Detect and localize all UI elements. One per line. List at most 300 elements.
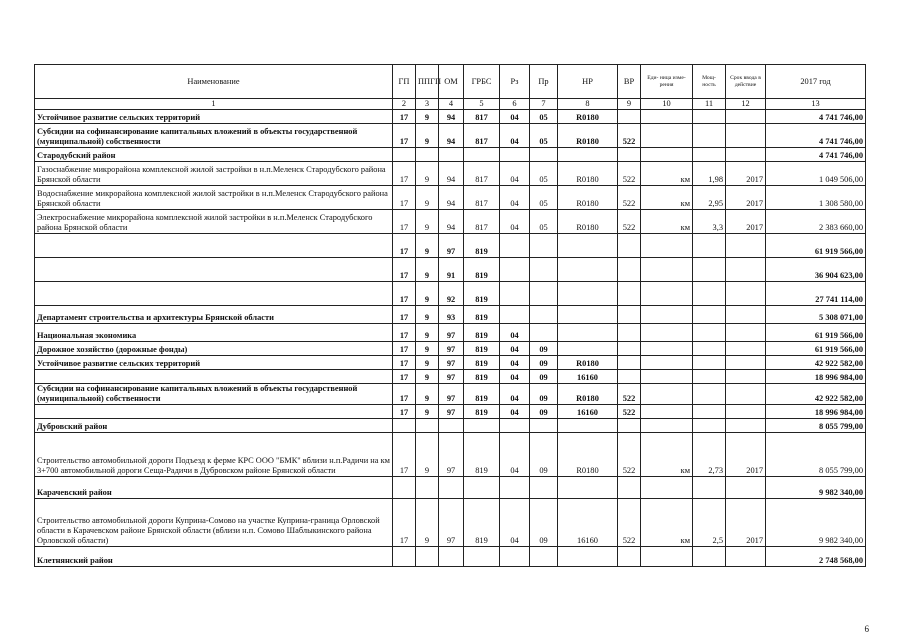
cell-gp: 17	[393, 162, 416, 186]
cell-nr: R0180	[558, 433, 618, 477]
cell-gp: 17	[393, 306, 416, 324]
cell-vr: 522	[618, 210, 641, 234]
cell-name: Строительство автомобильной дороги Подъезд к ферме КРС ООО "БМК" вблизи н.п.Радичи на км 3+700 автомобильной дороги Сеща-Радичи в Дубровском районе Брянской области	[35, 433, 393, 477]
cell-name: Устойчивое развитие сельских территорий	[35, 110, 393, 124]
cell-power	[693, 477, 726, 499]
cell-nr	[558, 342, 618, 356]
table-row	[35, 356, 866, 370]
header-ppgp: ППГП	[416, 65, 439, 99]
header-name: Наименование	[35, 65, 393, 99]
cell-pr: 09	[530, 384, 558, 405]
header-power: Мощ- ность	[693, 65, 726, 99]
column-number: 3	[416, 99, 439, 110]
cell-gp: 17	[393, 433, 416, 477]
cell-vr	[618, 419, 641, 433]
cell-unit	[641, 148, 693, 162]
cell-vr: 522	[618, 384, 641, 405]
cell-rz: 04	[500, 124, 530, 148]
cell-ppgp: 9	[416, 356, 439, 370]
cell-pr: 09	[530, 433, 558, 477]
cell-ppgp	[416, 547, 439, 567]
cell-unit: км	[641, 210, 693, 234]
cell-pr	[530, 306, 558, 324]
cell-unit	[641, 110, 693, 124]
cell-grbs: 819	[464, 258, 500, 282]
cell-unit	[641, 384, 693, 405]
column-number: 5	[464, 99, 500, 110]
cell-name: Устойчивое развитие сельских территорий	[35, 356, 393, 370]
cell-pr	[530, 282, 558, 306]
cell-om: 97	[439, 370, 464, 384]
table-row	[35, 148, 866, 162]
cell-pr: 09	[530, 405, 558, 419]
cell-grbs	[464, 148, 500, 162]
cell-unit	[641, 405, 693, 419]
cell-ppgp: 9	[416, 324, 439, 342]
column-number: 10	[641, 99, 693, 110]
cell-gp: 17	[393, 342, 416, 356]
cell-gp: 17	[393, 384, 416, 405]
cell-rz	[500, 282, 530, 306]
cell-unit: км	[641, 162, 693, 186]
cell-amount: 27 741 114,00	[766, 282, 866, 306]
cell-gp	[393, 419, 416, 433]
cell-grbs: 817	[464, 210, 500, 234]
cell-gp: 17	[393, 110, 416, 124]
cell-amount: 61 919 566,00	[766, 342, 866, 356]
cell-grbs: 819	[464, 356, 500, 370]
cell-ppgp: 9	[416, 342, 439, 356]
header-nr: НР	[558, 65, 618, 99]
cell-rz: 04	[500, 186, 530, 210]
cell-pr: 09	[530, 342, 558, 356]
table-row	[35, 210, 866, 234]
cell-nr: R0180	[558, 110, 618, 124]
cell-power	[693, 405, 726, 419]
cell-power: 2,5	[693, 499, 726, 547]
cell-power	[693, 110, 726, 124]
cell-unit: км	[641, 499, 693, 547]
cell-amount: 1 308 580,00	[766, 186, 866, 210]
cell-amount: 42 922 582,00	[766, 356, 866, 370]
cell-grbs	[464, 477, 500, 499]
cell-power	[693, 258, 726, 282]
cell-nr	[558, 477, 618, 499]
cell-rz: 04	[500, 405, 530, 419]
cell-om: 93	[439, 306, 464, 324]
cell-amount: 1 049 506,00	[766, 162, 866, 186]
cell-vr	[618, 148, 641, 162]
cell-term: 2017	[726, 499, 766, 547]
column-number: 9	[618, 99, 641, 110]
cell-gp: 17	[393, 370, 416, 384]
cell-om: 97	[439, 324, 464, 342]
cell-ppgp: 9	[416, 384, 439, 405]
cell-name: Клетнянский район	[35, 547, 393, 567]
cell-amount: 4 741 746,00	[766, 124, 866, 148]
cell-rz: 04	[500, 384, 530, 405]
cell-gp: 17	[393, 234, 416, 258]
cell-grbs: 819	[464, 324, 500, 342]
cell-grbs: 817	[464, 162, 500, 186]
cell-om: 97	[439, 499, 464, 547]
cell-name: Газоснабжение микрорайона комплексной жилой застройки в н.п.Меленск Стародубского района Брянской области	[35, 162, 393, 186]
cell-ppgp: 9	[416, 306, 439, 324]
cell-grbs: 819	[464, 370, 500, 384]
cell-nr: 16160	[558, 370, 618, 384]
header-vr: ВР	[618, 65, 641, 99]
cell-rz	[500, 306, 530, 324]
cell-nr	[558, 419, 618, 433]
cell-gp: 17	[393, 124, 416, 148]
cell-gp: 17	[393, 186, 416, 210]
cell-om: 97	[439, 405, 464, 419]
cell-unit	[641, 124, 693, 148]
cell-name	[35, 234, 393, 258]
cell-rz: 04	[500, 342, 530, 356]
table-row	[35, 110, 866, 124]
cell-amount: 2 748 568,00	[766, 547, 866, 567]
cell-gp	[393, 477, 416, 499]
cell-pr	[530, 419, 558, 433]
cell-om: 97	[439, 234, 464, 258]
cell-nr: 16160	[558, 499, 618, 547]
cell-amount: 4 741 746,00	[766, 148, 866, 162]
cell-vr	[618, 477, 641, 499]
cell-unit	[641, 324, 693, 342]
cell-gp: 17	[393, 356, 416, 370]
cell-om	[439, 547, 464, 567]
cell-term	[726, 405, 766, 419]
cell-power	[693, 282, 726, 306]
cell-power	[693, 306, 726, 324]
table-row	[35, 186, 866, 210]
cell-vr	[618, 342, 641, 356]
cell-nr	[558, 234, 618, 258]
cell-term: 2017	[726, 186, 766, 210]
cell-vr: 522	[618, 186, 641, 210]
cell-grbs	[464, 547, 500, 567]
cell-rz	[500, 234, 530, 258]
cell-grbs: 819	[464, 384, 500, 405]
cell-amount: 61 919 566,00	[766, 324, 866, 342]
table-row	[35, 547, 866, 567]
cell-rz: 04	[500, 356, 530, 370]
cell-grbs: 817	[464, 186, 500, 210]
cell-term	[726, 306, 766, 324]
header-om: ОМ	[439, 65, 464, 99]
cell-rz: 04	[500, 210, 530, 234]
table-row	[35, 433, 866, 477]
cell-power	[693, 419, 726, 433]
cell-vr	[618, 356, 641, 370]
cell-rz: 04	[500, 162, 530, 186]
cell-unit	[641, 282, 693, 306]
cell-pr: 09	[530, 499, 558, 547]
cell-pr	[530, 547, 558, 567]
cell-amount: 8 055 799,00	[766, 419, 866, 433]
cell-pr	[530, 258, 558, 282]
cell-term	[726, 324, 766, 342]
cell-gp: 17	[393, 499, 416, 547]
cell-rz	[500, 419, 530, 433]
cell-power: 1,98	[693, 162, 726, 186]
cell-name	[35, 370, 393, 384]
cell-nr	[558, 547, 618, 567]
cell-om: 97	[439, 384, 464, 405]
cell-name: Дубровский район	[35, 419, 393, 433]
cell-om	[439, 419, 464, 433]
cell-nr	[558, 306, 618, 324]
column-number: 8	[558, 99, 618, 110]
cell-unit	[641, 477, 693, 499]
cell-nr: R0180	[558, 124, 618, 148]
cell-grbs: 819	[464, 306, 500, 324]
cell-power	[693, 342, 726, 356]
cell-name: Строительство автомобильной дороги Куприна-Сомово на участке Куприна-граница Орловской области в Карачевском районе Брянской области (вблизи н.п. Сомово Шаблыкинского района Орловской области)	[35, 499, 393, 547]
cell-ppgp: 9	[416, 405, 439, 419]
cell-rz: 04	[500, 499, 530, 547]
cell-nr	[558, 282, 618, 306]
cell-grbs: 819	[464, 282, 500, 306]
cell-unit	[641, 419, 693, 433]
cell-rz: 04	[500, 433, 530, 477]
cell-name: Национальная экономика	[35, 324, 393, 342]
page-number: 6	[864, 624, 869, 634]
cell-grbs: 819	[464, 234, 500, 258]
cell-ppgp: 9	[416, 124, 439, 148]
cell-pr	[530, 148, 558, 162]
cell-unit: км	[641, 433, 693, 477]
cell-grbs: 819	[464, 499, 500, 547]
cell-unit: км	[641, 186, 693, 210]
column-number: 4	[439, 99, 464, 110]
cell-vr	[618, 234, 641, 258]
cell-rz	[500, 148, 530, 162]
cell-ppgp	[416, 419, 439, 433]
cell-power	[693, 356, 726, 370]
cell-term: 2017	[726, 210, 766, 234]
cell-grbs: 819	[464, 433, 500, 477]
cell-name: Стародубский район	[35, 148, 393, 162]
cell-gp: 17	[393, 324, 416, 342]
table-row	[35, 162, 866, 186]
cell-amount: 42 922 582,00	[766, 384, 866, 405]
cell-term	[726, 419, 766, 433]
cell-amount: 4 741 746,00	[766, 110, 866, 124]
cell-ppgp: 9	[416, 499, 439, 547]
cell-unit	[641, 356, 693, 370]
cell-name: Департамент строительства и архитектуры Брянской области	[35, 306, 393, 324]
cell-ppgp: 9	[416, 282, 439, 306]
cell-vr	[618, 370, 641, 384]
cell-rz	[500, 258, 530, 282]
cell-term	[726, 370, 766, 384]
cell-om	[439, 148, 464, 162]
cell-power	[693, 324, 726, 342]
cell-term	[726, 258, 766, 282]
cell-term	[726, 356, 766, 370]
cell-vr: 522	[618, 499, 641, 547]
table-row	[35, 405, 866, 419]
cell-ppgp: 9	[416, 186, 439, 210]
cell-nr: 16160	[558, 405, 618, 419]
cell-power	[693, 148, 726, 162]
cell-unit	[641, 306, 693, 324]
cell-om	[439, 477, 464, 499]
cell-term	[726, 110, 766, 124]
cell-ppgp: 9	[416, 234, 439, 258]
cell-grbs: 819	[464, 405, 500, 419]
cell-nr: R0180	[558, 162, 618, 186]
cell-om: 97	[439, 342, 464, 356]
cell-name: Водоснабжение микрорайона комплексной жилой застройки в н.п.Меленск Стародубского района Брянской области	[35, 186, 393, 210]
cell-unit	[641, 234, 693, 258]
cell-om: 94	[439, 210, 464, 234]
cell-gp: 17	[393, 258, 416, 282]
cell-ppgp: 9	[416, 210, 439, 234]
cell-pr: 05	[530, 110, 558, 124]
cell-power	[693, 547, 726, 567]
cell-power: 2,95	[693, 186, 726, 210]
cell-name: Дорожное хозяйство (дорожные фонды)	[35, 342, 393, 356]
cell-nr	[558, 324, 618, 342]
cell-vr: 522	[618, 433, 641, 477]
cell-nr: R0180	[558, 210, 618, 234]
table-row	[35, 306, 866, 324]
cell-pr: 05	[530, 186, 558, 210]
cell-amount: 9 982 340,00	[766, 499, 866, 547]
cell-vr: 522	[618, 162, 641, 186]
cell-amount: 9 982 340,00	[766, 477, 866, 499]
cell-gp: 17	[393, 405, 416, 419]
cell-om: 97	[439, 433, 464, 477]
table-row	[35, 499, 866, 547]
cell-ppgp: 9	[416, 370, 439, 384]
cell-amount: 61 919 566,00	[766, 234, 866, 258]
cell-om: 92	[439, 282, 464, 306]
header-gp: ГП	[393, 65, 416, 99]
cell-ppgp	[416, 148, 439, 162]
cell-pr	[530, 234, 558, 258]
header-row	[35, 65, 866, 99]
cell-ppgp: 9	[416, 433, 439, 477]
cell-vr	[618, 110, 641, 124]
cell-grbs	[464, 419, 500, 433]
cell-grbs: 817	[464, 110, 500, 124]
cell-name: Электроснабжение микрорайона комплексной жилой застройки в н.п.Меленск Стародубского района Брянской области	[35, 210, 393, 234]
table-row	[35, 258, 866, 282]
table-row	[35, 324, 866, 342]
table-row	[35, 477, 866, 499]
cell-pr: 05	[530, 124, 558, 148]
cell-name: Субсидии на софинансирование капитальных вложений в объекты государственной (муниципальной) собственности	[35, 384, 393, 405]
cell-om: 94	[439, 124, 464, 148]
cell-vr	[618, 282, 641, 306]
cell-term	[726, 384, 766, 405]
cell-name: Карачевский район	[35, 477, 393, 499]
cell-name	[35, 405, 393, 419]
cell-rz	[500, 477, 530, 499]
cell-rz: 04	[500, 110, 530, 124]
cell-nr	[558, 258, 618, 282]
cell-gp	[393, 148, 416, 162]
cell-amount: 8 055 799,00	[766, 433, 866, 477]
header-unit: Еди- ница изме- рения	[641, 65, 693, 99]
cell-ppgp: 9	[416, 162, 439, 186]
cell-unit	[641, 547, 693, 567]
cell-pr	[530, 477, 558, 499]
cell-vr	[618, 306, 641, 324]
cell-pr: 05	[530, 162, 558, 186]
cell-om: 97	[439, 356, 464, 370]
column-number: 1	[35, 99, 393, 110]
cell-term	[726, 477, 766, 499]
cell-power	[693, 234, 726, 258]
column-number: 6	[500, 99, 530, 110]
table-row	[35, 342, 866, 356]
cell-name	[35, 282, 393, 306]
cell-nr: R0180	[558, 384, 618, 405]
cell-grbs: 817	[464, 124, 500, 148]
cell-unit	[641, 342, 693, 356]
cell-vr	[618, 258, 641, 282]
budget-table	[34, 64, 866, 567]
cell-unit	[641, 370, 693, 384]
cell-pr	[530, 324, 558, 342]
cell-term	[726, 234, 766, 258]
cell-name: Субсидии на софинансирование капитальных вложений в объекты государственной (муниципальной) собственности	[35, 124, 393, 148]
header-grbs: ГРБС	[464, 65, 500, 99]
cell-gp: 17	[393, 210, 416, 234]
column-number: 13	[766, 99, 866, 110]
cell-vr: 522	[618, 405, 641, 419]
cell-power: 3,3	[693, 210, 726, 234]
cell-amount: 2 383 660,00	[766, 210, 866, 234]
cell-om: 94	[439, 110, 464, 124]
column-number: 12	[726, 99, 766, 110]
cell-gp	[393, 547, 416, 567]
table-row	[35, 370, 866, 384]
cell-ppgp: 9	[416, 110, 439, 124]
cell-rz	[500, 547, 530, 567]
cell-ppgp	[416, 477, 439, 499]
cell-rz: 04	[500, 370, 530, 384]
cell-unit	[641, 258, 693, 282]
column-number: 7	[530, 99, 558, 110]
cell-power	[693, 370, 726, 384]
cell-om: 94	[439, 162, 464, 186]
cell-nr	[558, 148, 618, 162]
cell-om: 94	[439, 186, 464, 210]
cell-name	[35, 258, 393, 282]
cell-grbs: 819	[464, 342, 500, 356]
table-row	[35, 124, 866, 148]
cell-pr: 05	[530, 210, 558, 234]
cell-vr	[618, 324, 641, 342]
cell-amount: 36 904 623,00	[766, 258, 866, 282]
column-number: 11	[693, 99, 726, 110]
cell-om: 91	[439, 258, 464, 282]
cell-amount: 18 996 984,00	[766, 370, 866, 384]
cell-power: 2,73	[693, 433, 726, 477]
table-row	[35, 234, 866, 258]
cell-pr: 09	[530, 356, 558, 370]
table-row	[35, 384, 866, 405]
cell-term	[726, 282, 766, 306]
table-row	[35, 419, 866, 433]
header-pr: Пр	[530, 65, 558, 99]
